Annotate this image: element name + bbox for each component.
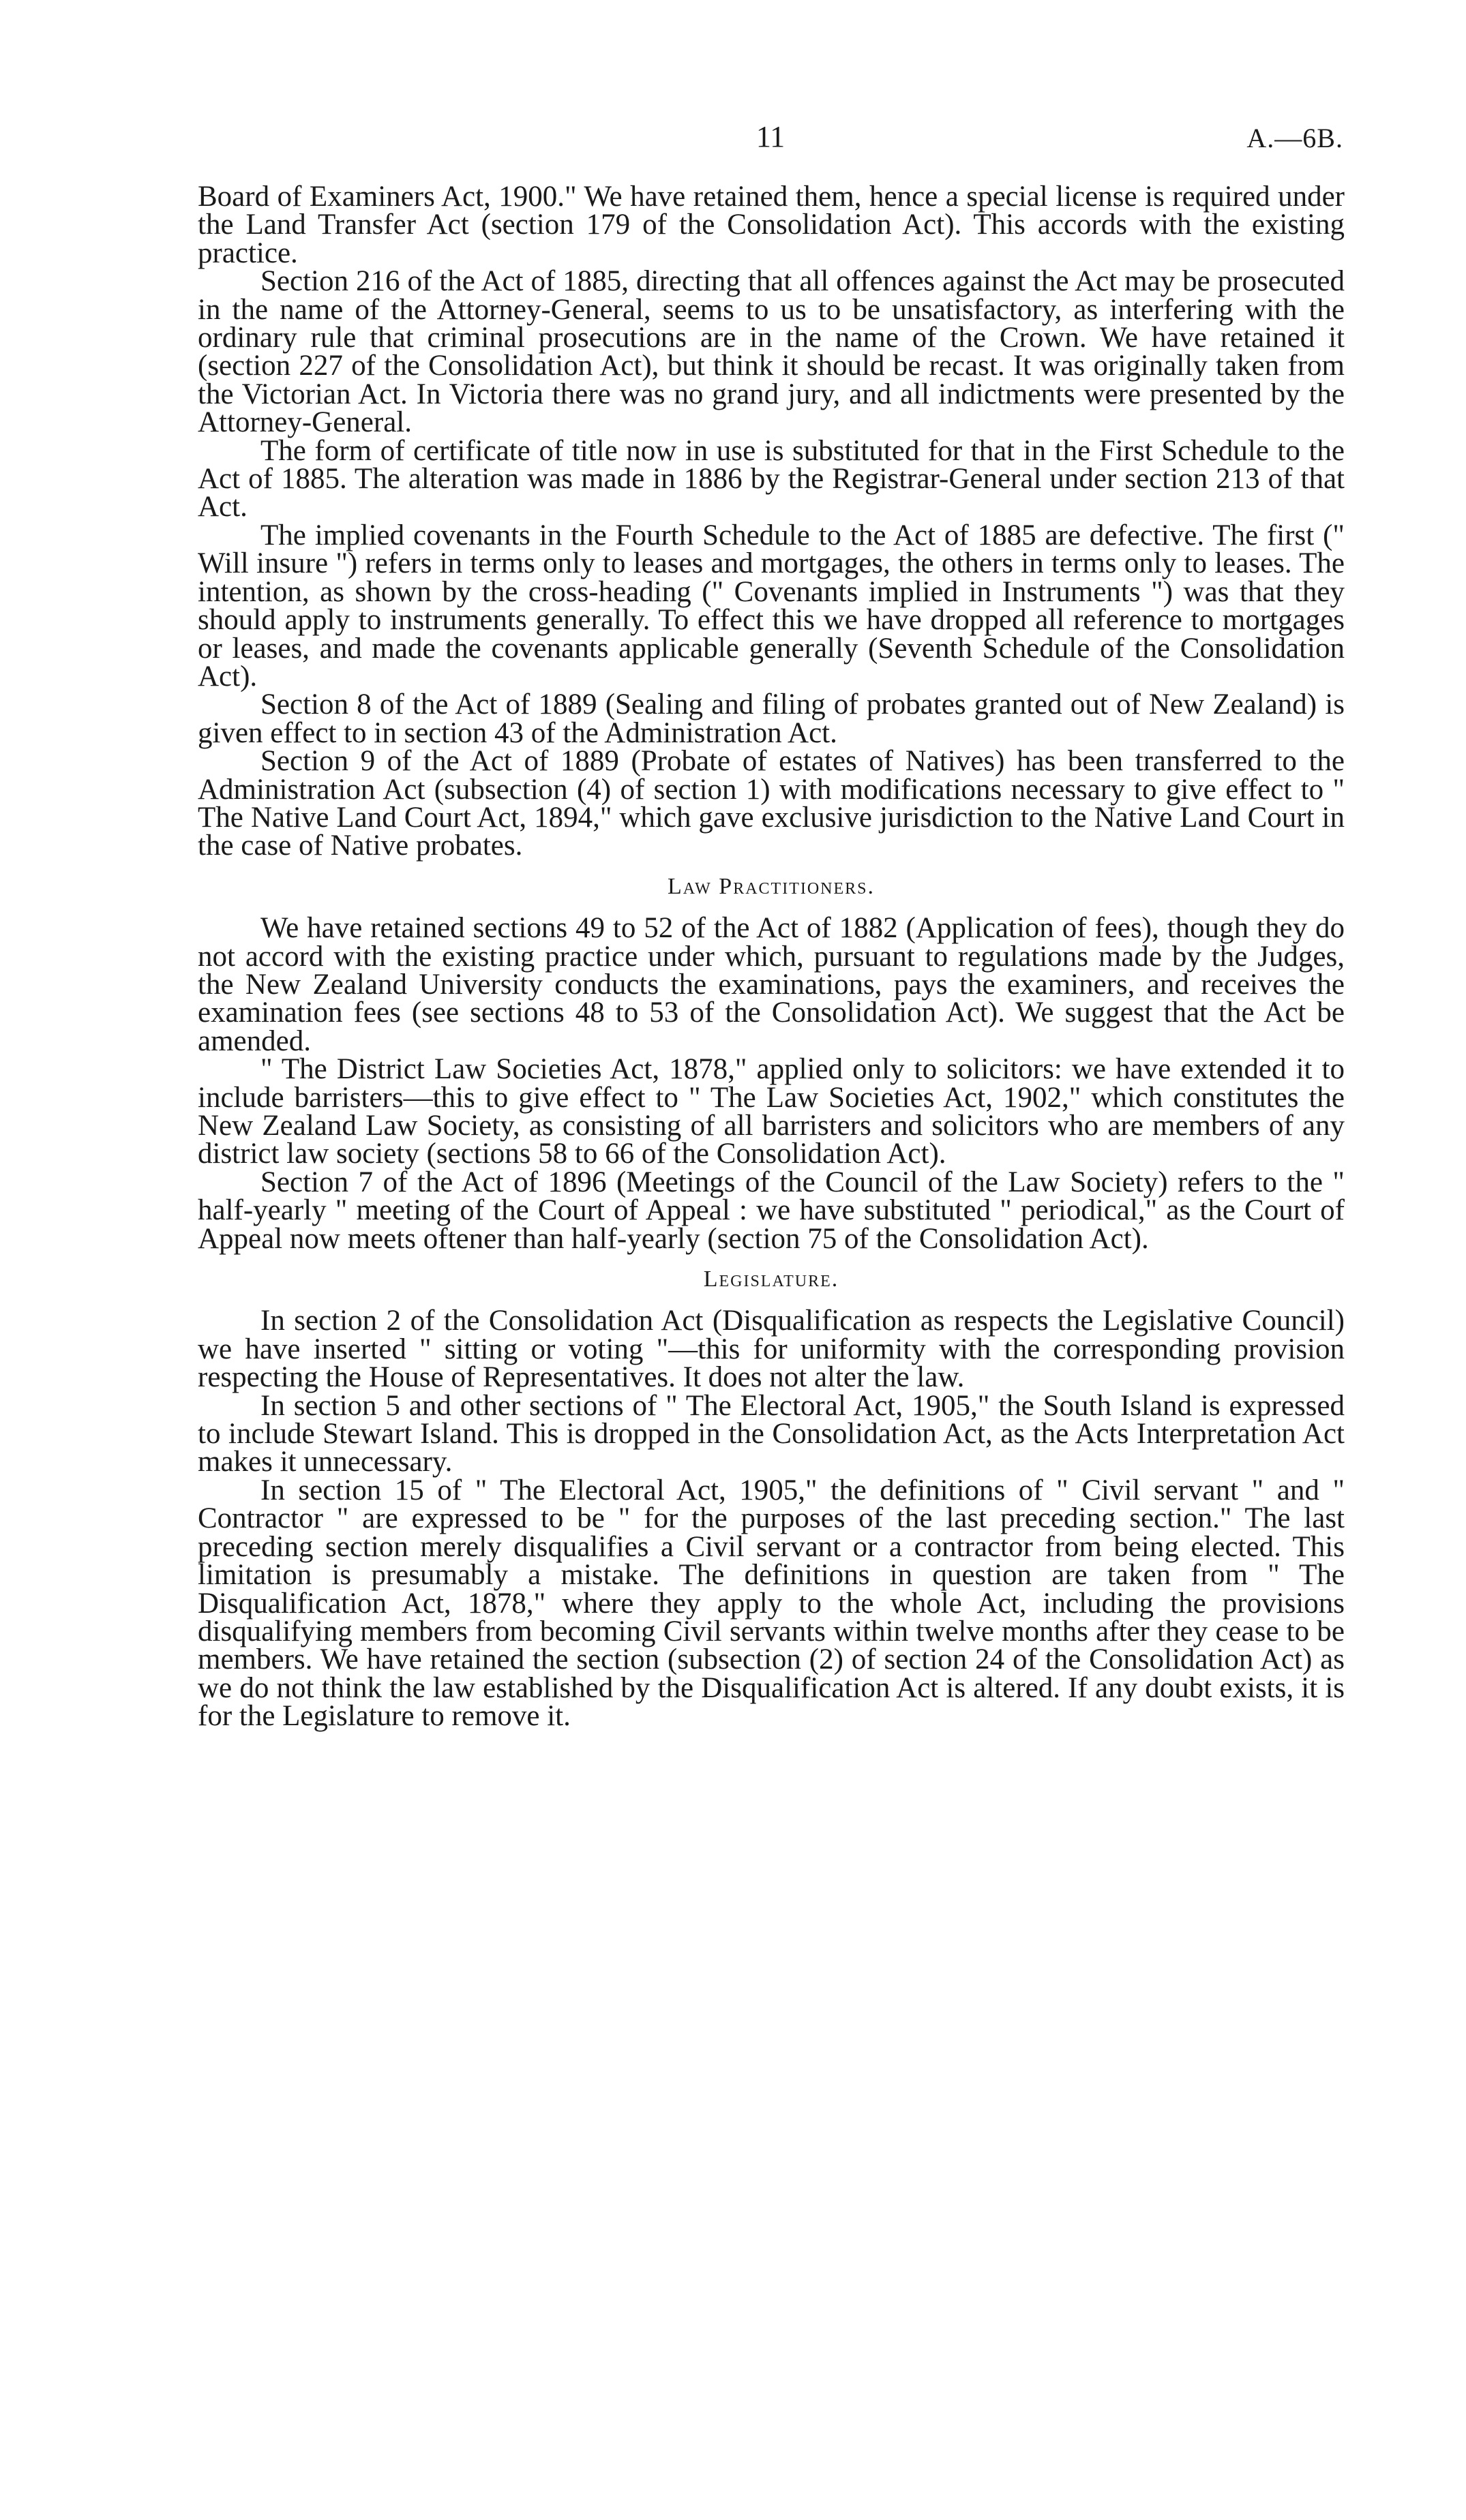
paragraph: In section 15 of " The Electoral Act, 1905," the definitions of " Civil servant " and " Contractor " are expressed to be " for the purposes of the last preceding section." The last preceding section merely disqualifies a Civil servant or a contractor from being elected. This limitation is presumably a mistake. The definitions in question are taken from " The Disqualification Act, 1878," where they apply to the whole Act, including the provisions disqualifying members from becoming Civil servants within twelve months after they cease to be members. We have retained the section (subsection (2) of section 24 of the Consolidation Act) as we do not think the law established by the Disqualification Act is altered. If any doubt exists, it is for the Legislature to remove it.: [198, 1474, 1345, 1733]
section-heading-legislature: Legislature.: [703, 1266, 839, 1292]
paragraph: In section 5 and other sections of " The Electoral Act, 1905," the South Island is expressed to include Stewart Island. This is dropped in the Consolidation Act, as the Acts Interpretation Act makes it unnecessary.: [198, 1389, 1345, 1478]
document-body: [198, 183, 1345, 1731]
page-number: 11: [756, 120, 786, 153]
paragraph: The form of certificate of title now in use is substituted for that in the First Schedule to the Act of 1885. The alteration was made in 1886 by the Registrar-General under section 213 of that Act.: [198, 434, 1345, 523]
paragraph: Section 216 of the Act of 1885, directing that all offences against the Act may be prosecuted in the name of the Attorney-General, seems to us to be unsatisfactory, as interfering with the ordinary rule that criminal prosecutions are in the name of the Crown. We have retained it (section 227 of the Consolidation Act), but think it should be recast. It was originally taken from the Victorian Act. In Victoria there was no grand jury, and all indictments were presented by the Attorney-General.: [198, 265, 1345, 439]
paragraph: Section 8 of the Act of 1889 (Sealing and filing of probates granted out of New Zealand) is given effect to in section 43 of the Administration Act.: [198, 688, 1345, 749]
paragraph: Section 7 of the Act of 1896 (Meetings of the Council of the Law Society) refers to the " half-yearly " meeting of the Court of Appeal : we have substituted " periodical," as the Court of Appeal now meets oftener than half-yearly (section 75 of the Consolidation Act).: [198, 1166, 1345, 1255]
section-heading-law-practitioners: Law Practitioners.: [667, 873, 876, 899]
paragraph: In section 2 of the Consolidation Act (Disqualification as respects the Legislative Council) we have inserted " sitting or voting "—this for uniformity with the corresponding provision respecting the House of Representatives. It does not alter the law.: [198, 1305, 1345, 1394]
paragraph: The implied covenants in the Fourth Schedule to the Act of 1885 are defective. The first (" Will insure ") refers in terms only to leases and mortgages, the others in terms only to leases. The intention, as shown by the cross-heading (" Covenants implied in Instruments ") was that they should apply to instruments generally. To effect this we have dropped all reference to mortgages or leases, and made the covenants applicable generally (Seventh Schedule of the Consolidation Act).: [198, 519, 1345, 693]
paragraph: " The District Law Societies Act, 1878," applied only to solicitors: we have extended it to include barristers—this to give effect to " The Law Societies Act, 1902," which constitutes the New Zealand Law Society, as consisting of all barristers and solicitors who are members of any district law society (sections 58 to 66 of the Consolidation Act).: [198, 1053, 1345, 1170]
paragraph: We have retained sections 49 to 52 of the Act of 1882 (Application of fees), though they do not accord with the existing practice under which, pursuant to regulations made by the Judges, the New Zealand University conducts the examinations, pays the examiners, and receives the examination fees (see sections 48 to 53 of the Consolidation Act). We suggest that the Act be amended.: [198, 912, 1345, 1057]
document-reference: A.—6B.: [1246, 123, 1343, 153]
paragraph: Section 9 of the Act of 1889 (Probate of estates of Natives) has been transferred to the Administration Act (subsection (4) of section 1) with modifications necessary to give effect to " The Native Land Court Act, 1894," which gave exclusive jurisdiction to the Native Land Court in the case of Native probates.: [198, 745, 1345, 862]
paragraph: Board of Examiners Act, 1900." We have retained them, hence a special license is required under the Land Transfer Act (section 179 of the Consolidation Act). This accords with the existing practice.: [198, 181, 1345, 269]
page-header: [198, 119, 1343, 160]
